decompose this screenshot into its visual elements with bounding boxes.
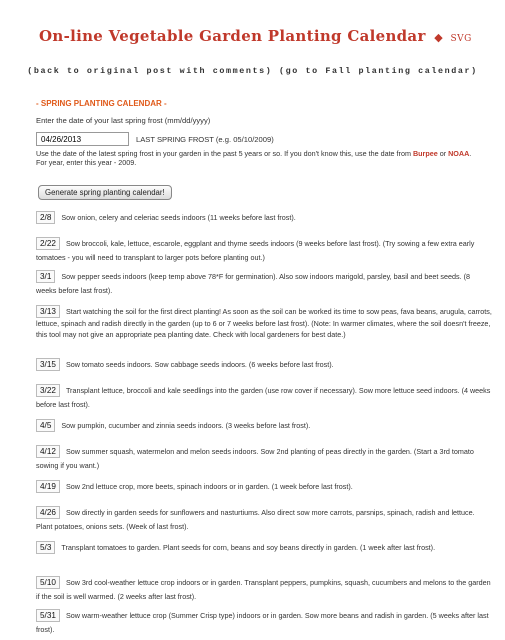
entry-text: Sow warm-weather lettuce crop (Summer Crisp type) indoors or in garden. Sow more beans and radish in garden. (5 weeks after last frost).: [36, 611, 489, 634]
calendar-entry: [36, 445, 492, 473]
entry-text: Start watching the soil for the first direct planting! As soon as the soil can be worked its time to sow peas, fava beans, arugula, carrots, lettuce, spinach and radish directly in the garden (up to 6 or 7 weeks before last frost). (Note: In warmer climates, where the soil doesn't freeze, this tool may not give an appropriate pea planting date. Check with local gardeners for best date.): [36, 307, 492, 339]
calendar-entry: [36, 270, 492, 298]
entry-date: 3/22: [36, 384, 60, 397]
help-text-or: or: [437, 149, 449, 158]
date-prompt: Enter the date of your last spring frost (mm/dd/yyyy): [36, 116, 211, 125]
entry-date: 2/22: [36, 237, 60, 250]
entry-text: Sow tomato seeds indoors. Sow cabbage seeds indoors. (6 weeks before last frost).: [65, 360, 334, 369]
date-row: [36, 132, 274, 146]
entry-text: Transplant lettuce, broccoli and kale seedlings into the garden (use row cover if necessary). Sow more lettuce seed indoors. (4 weeks before last frost).: [36, 386, 491, 409]
entry-date: 5/10: [36, 576, 60, 589]
back-to-post-link[interactable]: (back to original post with comments): [27, 66, 273, 76]
entry-text: Transplant tomatoes to garden. Plant seeds for corn, beans and soy beans directly in garden. (1 week after last frost).: [61, 543, 436, 552]
entry-text: Sow pepper seeds indoors (keep temp above 78*F for germination). Also sow indoors marigold, parsley, basil and beet seeds. (8 weeks before last frost).: [36, 272, 470, 295]
calendar-entry: [36, 305, 492, 340]
svg-link[interactable]: SVG: [450, 34, 472, 44]
entry-text: Sow directly in garden seeds for sunflowers and nasturtiums. Also direct sow more carrots, parsnips, spinach, radish and lettuce. Plant potatoes, onions sets. (Week of last frost).: [36, 508, 475, 531]
entry-text: Sow onion, celery and celeriac seeds indoors (11 weeks before last frost).: [61, 213, 296, 222]
calendar-entry: [36, 541, 492, 555]
calendar-entry: [36, 609, 492, 637]
entry-date: 4/12: [36, 445, 60, 458]
entry-date: 5/3: [36, 541, 55, 554]
calendar-entry: [36, 384, 492, 412]
frost-date-label: LAST SPRING FROST (e.g. 05/10/2009): [136, 134, 274, 144]
calendar-entry: [36, 506, 492, 534]
calendar-entry: [36, 237, 492, 265]
burpee-link[interactable]: Burpee: [412, 149, 438, 158]
calendar-entry: [36, 576, 492, 604]
entry-date: 2/8: [36, 211, 55, 224]
generate-calendar-button[interactable]: Generate spring planting calendar!: [38, 185, 172, 200]
calendar-entry: [36, 358, 492, 372]
title-text: On-line Vegetable Garden Planting Calendar: [39, 27, 426, 45]
entry-date: 4/5: [36, 419, 55, 432]
entry-date: 3/15: [36, 358, 60, 371]
entry-text: Sow 2nd lettuce crop, more beets, spinach indoors or in garden. (1 week before last frost).: [65, 482, 353, 491]
entry-text: Sow pumpkin, cucumber and zinnia seeds indoors. (3 weeks before last frost).: [61, 421, 311, 430]
calendar-entry: [36, 419, 492, 433]
entry-text: Sow summer squash, watermelon and melon seeds indoors. Sow 2nd planting of peas directly in the garden. (Start a 3rd tomato sowing if you want.): [36, 447, 474, 470]
entry-date: 5/31: [36, 609, 60, 622]
entry-date: 3/13: [36, 305, 60, 318]
help-text: [36, 149, 476, 167]
entry-date: 3/1: [36, 270, 55, 283]
entry-text: Sow broccoli, kale, lettuce, escarole, eggplant and thyme seeds indoors (9 weeks before last frost). (Try sowing a few extra early tomatoes - you will need to transplant to larger pots before planting out.): [36, 239, 475, 262]
fall-calendar-link[interactable]: (go to Fall planting calendar): [279, 66, 478, 76]
entry-date: 4/19: [36, 480, 60, 493]
section-title: - SPRING PLANTING CALENDAR -: [36, 99, 167, 108]
calendar-entry: [36, 480, 492, 494]
entry-date: 4/26: [36, 506, 60, 519]
entry-text: Sow 3rd cool-weather lettuce crop indoors or in garden. Transplant peppers, pumpkins, squash, cucumbers and melons to the garden if the soil is well warmed. (2 weeks after last frost).: [36, 578, 491, 601]
diamond-icon: ◆: [434, 31, 443, 44]
nav-links: [0, 66, 505, 76]
calendar-entry: [36, 211, 492, 225]
frost-date-input[interactable]: [36, 132, 129, 146]
help-text-part: Use the date of the latest spring frost in your garden in the past 5 years or so. If you don't know this, use the date from: [36, 149, 413, 158]
page-title: [39, 27, 472, 45]
help-text-end: . For year, enter this year - 2009.: [36, 149, 472, 168]
noaa-link[interactable]: NOAA: [448, 149, 470, 158]
